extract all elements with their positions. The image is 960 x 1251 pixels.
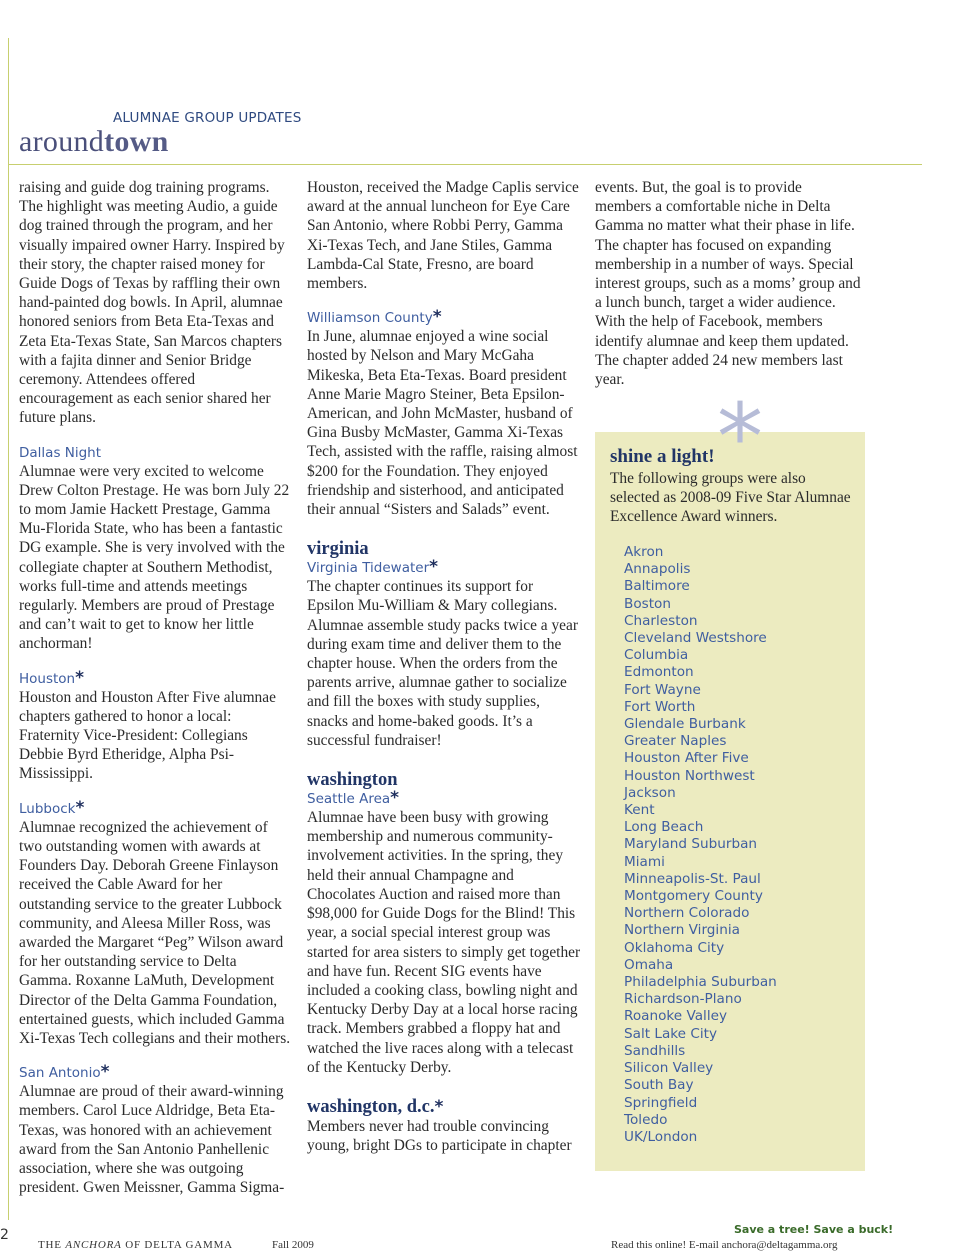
award-winner-item: Jackson — [624, 784, 676, 801]
award-winner-item: South Bay — [624, 1077, 694, 1094]
award-winner-item: Kent — [624, 802, 655, 819]
star-icon: * — [75, 667, 84, 688]
section-title — [19, 125, 169, 159]
margin-rule-vertical — [8, 38, 9, 1220]
footer-pub-prefix: THE — [38, 1239, 66, 1251]
award-winner-item: Columbia — [624, 647, 689, 664]
award-winner-item: Northern Virginia — [624, 922, 740, 939]
award-winner-item: Oklahoma City — [624, 939, 725, 956]
award-winner-item: Montgomery County — [624, 888, 763, 905]
column-2 — [307, 178, 583, 1155]
col2-intro-text: Houston, received the Madge Caplis service award at the annual luncheon for Eye Care San Antonio, where Robbi Perry, Gamma Xi-Texas Tech, and Jane Stiles, Gamma Lambda-Cal State, Fresno, are board members. — [307, 179, 579, 293]
subhead-san-antonio — [19, 1064, 291, 1082]
state-heading-washington-dc — [307, 1097, 583, 1117]
subhead-san-antonio-label: San Antonio — [19, 1065, 101, 1082]
seattle-area-text: Alumnae have been busy with growing membership and numerous community-involvement activities. In the spring, they held their annual Champagne and Chocolates Auction and raised more than $98,000 for Guide Dogs for the Blind! This year, a social special interest group was started for area sisters to simply get together and have fun. Recent SIG events have included a cooking class, bowling night and Kentucky Derby Day at a local horse racing track. Members grabbed a floppy hat and watched the live races along with a telecast of the Kentucky Derby. — [307, 809, 581, 1076]
footer-publication — [38, 1239, 233, 1251]
award-winner-item: Toledo — [624, 1111, 668, 1128]
award-winner-item: Minneapolis-St. Paul — [624, 870, 761, 887]
header-rule — [8, 164, 922, 165]
subhead-lubbock — [19, 797, 291, 818]
subhead-seattle-label: Seattle Area — [307, 791, 391, 808]
award-winner-item: Akron — [624, 544, 664, 560]
column-3 — [595, 178, 861, 389]
award-winner-item: Cleveland Westshore — [624, 630, 767, 647]
footer-date: Fall 2009 — [272, 1239, 314, 1251]
subhead-houston-label: Houston — [19, 670, 76, 687]
dallas-night-text: Alumnae were very excited to welcome Drew Colton Prestage. He was born July 22 to mom Jamie Hackett Prestage, Gamma Mu-Florida State, who has been a fantastic DG example. She is very involved with the collegiate chapter at Southern Methodist, works full-time and attends meetings regularly. Members are proud of Prestage and can’t wait to get to know her little anchorman! — [19, 462, 290, 653]
state-heading-washington: washington — [307, 770, 398, 791]
award-winner-item: Long Beach — [624, 819, 704, 836]
subhead-houston — [19, 667, 291, 688]
award-winner-item: Edmonton — [624, 664, 694, 681]
award-winner-item: Omaha — [624, 956, 674, 973]
award-winner-item: Northern Colorado — [624, 905, 750, 922]
state-heading-virginia: virginia — [307, 539, 369, 560]
award-winner-item: Fort Wayne — [624, 681, 701, 698]
footer-online-note: Read this online! E-mail anchora@deltagamma.org — [611, 1239, 838, 1251]
award-winner-item: Charleston — [624, 612, 698, 629]
subhead-tidewater-label: Virginia Tidewater — [307, 560, 430, 577]
star-icon: * — [434, 1096, 444, 1117]
washington-dc-text: Members never had trouble convincing young, bright DGs to participate in chapter — [307, 1117, 572, 1155]
award-winner-item: Silicon Valley — [624, 1060, 714, 1077]
award-winner-item: Houston After Five — [624, 750, 749, 767]
col3-intro-text: events. But, the goal is to provide members a comfortable niche in Delta Gamma no matter what their phase in life. The chapter has focused on expanding membership in a number of ways. Special interest groups, such as a moms’ group and a lunch bunch, target a wider audience. With the help of Facebook, members identify alumnae and keep them updated. The chapter added 24 new members last year. — [595, 179, 861, 389]
col1-intro-text: raising and guide dog training programs. The highlight was meeting Audio, a guide dog trained through the program, and her visually impaired owner Harry. Inspired by their story, the chapter raised money for Guide Dogs of Texas by raffling their own hand-painted dog bowls. In April, alumnae honored seniors from Beta Eta-Texas and Zeta Eta-Texas State, San Marcos chapters with a fajita dinner and Senior Bridge ceremony. Attendees offered encouragement as each senior shared her future plans. — [19, 179, 285, 427]
footer-pub-suffix: OF DELTA GAMMA — [121, 1239, 233, 1251]
award-winner-item: Boston — [624, 595, 671, 612]
footer-save-tagline: Save a tree! Save a buck! — [734, 1223, 894, 1236]
award-winner-item: Greater Naples — [624, 733, 727, 750]
section-kicker: ALUMNAE GROUP UPDATES — [113, 110, 302, 126]
sidebar-intro: The following groups were also selected as 2008-09 Five Star Alumnae Excellence Award winners. — [610, 470, 851, 526]
star-icon: * — [429, 557, 439, 578]
award-winner-item: Sandhills — [624, 1042, 686, 1059]
section-title-light: around — [19, 125, 105, 158]
award-winner-item: Baltimore — [624, 578, 690, 595]
star-icon-large: * — [717, 384, 763, 491]
award-winner-item: UK/London — [624, 1128, 698, 1145]
award-winner-item: Annapolis — [624, 561, 691, 578]
award-winner-item: Salt Lake City — [624, 1025, 718, 1042]
san-antonio-text: Alumnae are proud of their award-winning members. Carol Luce Aldridge, Beta Eta-Texas, was honored with an achievement award from the San Antonio Panhellenic association, where she was outgoing president. Gwen Meissner, Gamma Sigma- — [19, 1083, 285, 1197]
star-icon: * — [75, 797, 85, 818]
houston-text: Houston and Houston After Five alumnae chapters gathered to honor a local: Fraternity Vice-President: Collegians Debbie Byrd Etheridge, Alpha Psi-Mississippi. — [19, 688, 276, 783]
award-winner-item: Miami — [624, 853, 665, 870]
lubbock-text: Alumnae recognized the achievement of two outstanding women with awards at Founders Day. Deborah Greene Finlayson received the Cable Award for her outstanding service to the greater Lubbock community, and Aleesa Miller Ross, was awarded the Margaret “Peg” Wilson award for her outstanding service to Delta Gamma. Roxanne LaMuth, Development Director of the Delta Gamma Foundation, entertained guests, which included Gamma Xi-Texas Tech collegians and their mothers. — [19, 818, 291, 1047]
sidebar-title: shine a light! — [610, 446, 715, 467]
footer-pub-italic: ANCHORA — [65, 1239, 122, 1251]
award-winner-item: Philadelphia Suburban — [624, 974, 777, 991]
section-title-bold: town — [104, 125, 169, 158]
award-winner-item: Springfield — [624, 1094, 698, 1111]
williamson-county-text: In June, alumnae enjoyed a wine social hosted by Nelson and Mary McGaha Mikeska, Beta Eta-Texas. Board president Anne Marie Magro Steiner, Beta Epsilon-American, and John McMaster, husband of Gina Busby McMaster, Gamma Xi-Texas Tech, assisted with the raffle, raising almost $200 for the Foundation. They enjoyed friendship and sisterhood, and anticipated their annual “Sisters and Salads” event. — [307, 328, 578, 519]
subhead-williamson-label: Williamson County — [307, 310, 433, 327]
virginia-tidewater-text: The chapter continues its support for Epsilon Mu-William & Mary collegians. Alumnae assemble study packs twice a year during exam time and deliver them to the chapter house. When the orders from the parents arrive, alumnae gather to socialize and fill the boxes with study supplies, snacks and home-baked goods. It’s a successful fundraiser! — [307, 578, 578, 749]
star-icon: * — [100, 1062, 110, 1083]
subhead-seattle-area — [307, 790, 583, 808]
column-1 — [19, 178, 291, 1197]
star-icon: * — [390, 788, 400, 809]
page-number: 2 — [0, 1227, 9, 1243]
subhead-lubbock-label: Lubbock — [19, 800, 76, 817]
award-winner-item: Fort Worth — [624, 698, 696, 715]
award-winner-item: Maryland Suburban — [624, 836, 758, 853]
subhead-virginia-tidewater — [307, 559, 583, 577]
award-winner-item: Glendale Burbank — [624, 716, 746, 733]
award-winner-item: Houston Northwest — [624, 767, 755, 784]
star-icon: * — [432, 307, 442, 328]
award-winner-item: Roanoke Valley — [624, 1008, 728, 1025]
subhead-williamson-county — [307, 309, 583, 327]
subhead-dallas-night: Dallas Night — [19, 444, 102, 461]
award-winner-item: Richardson-Plano — [624, 991, 742, 1008]
award-winner-list — [624, 544, 777, 1146]
state-heading-dc-label: washington, d.c. — [307, 1096, 435, 1117]
